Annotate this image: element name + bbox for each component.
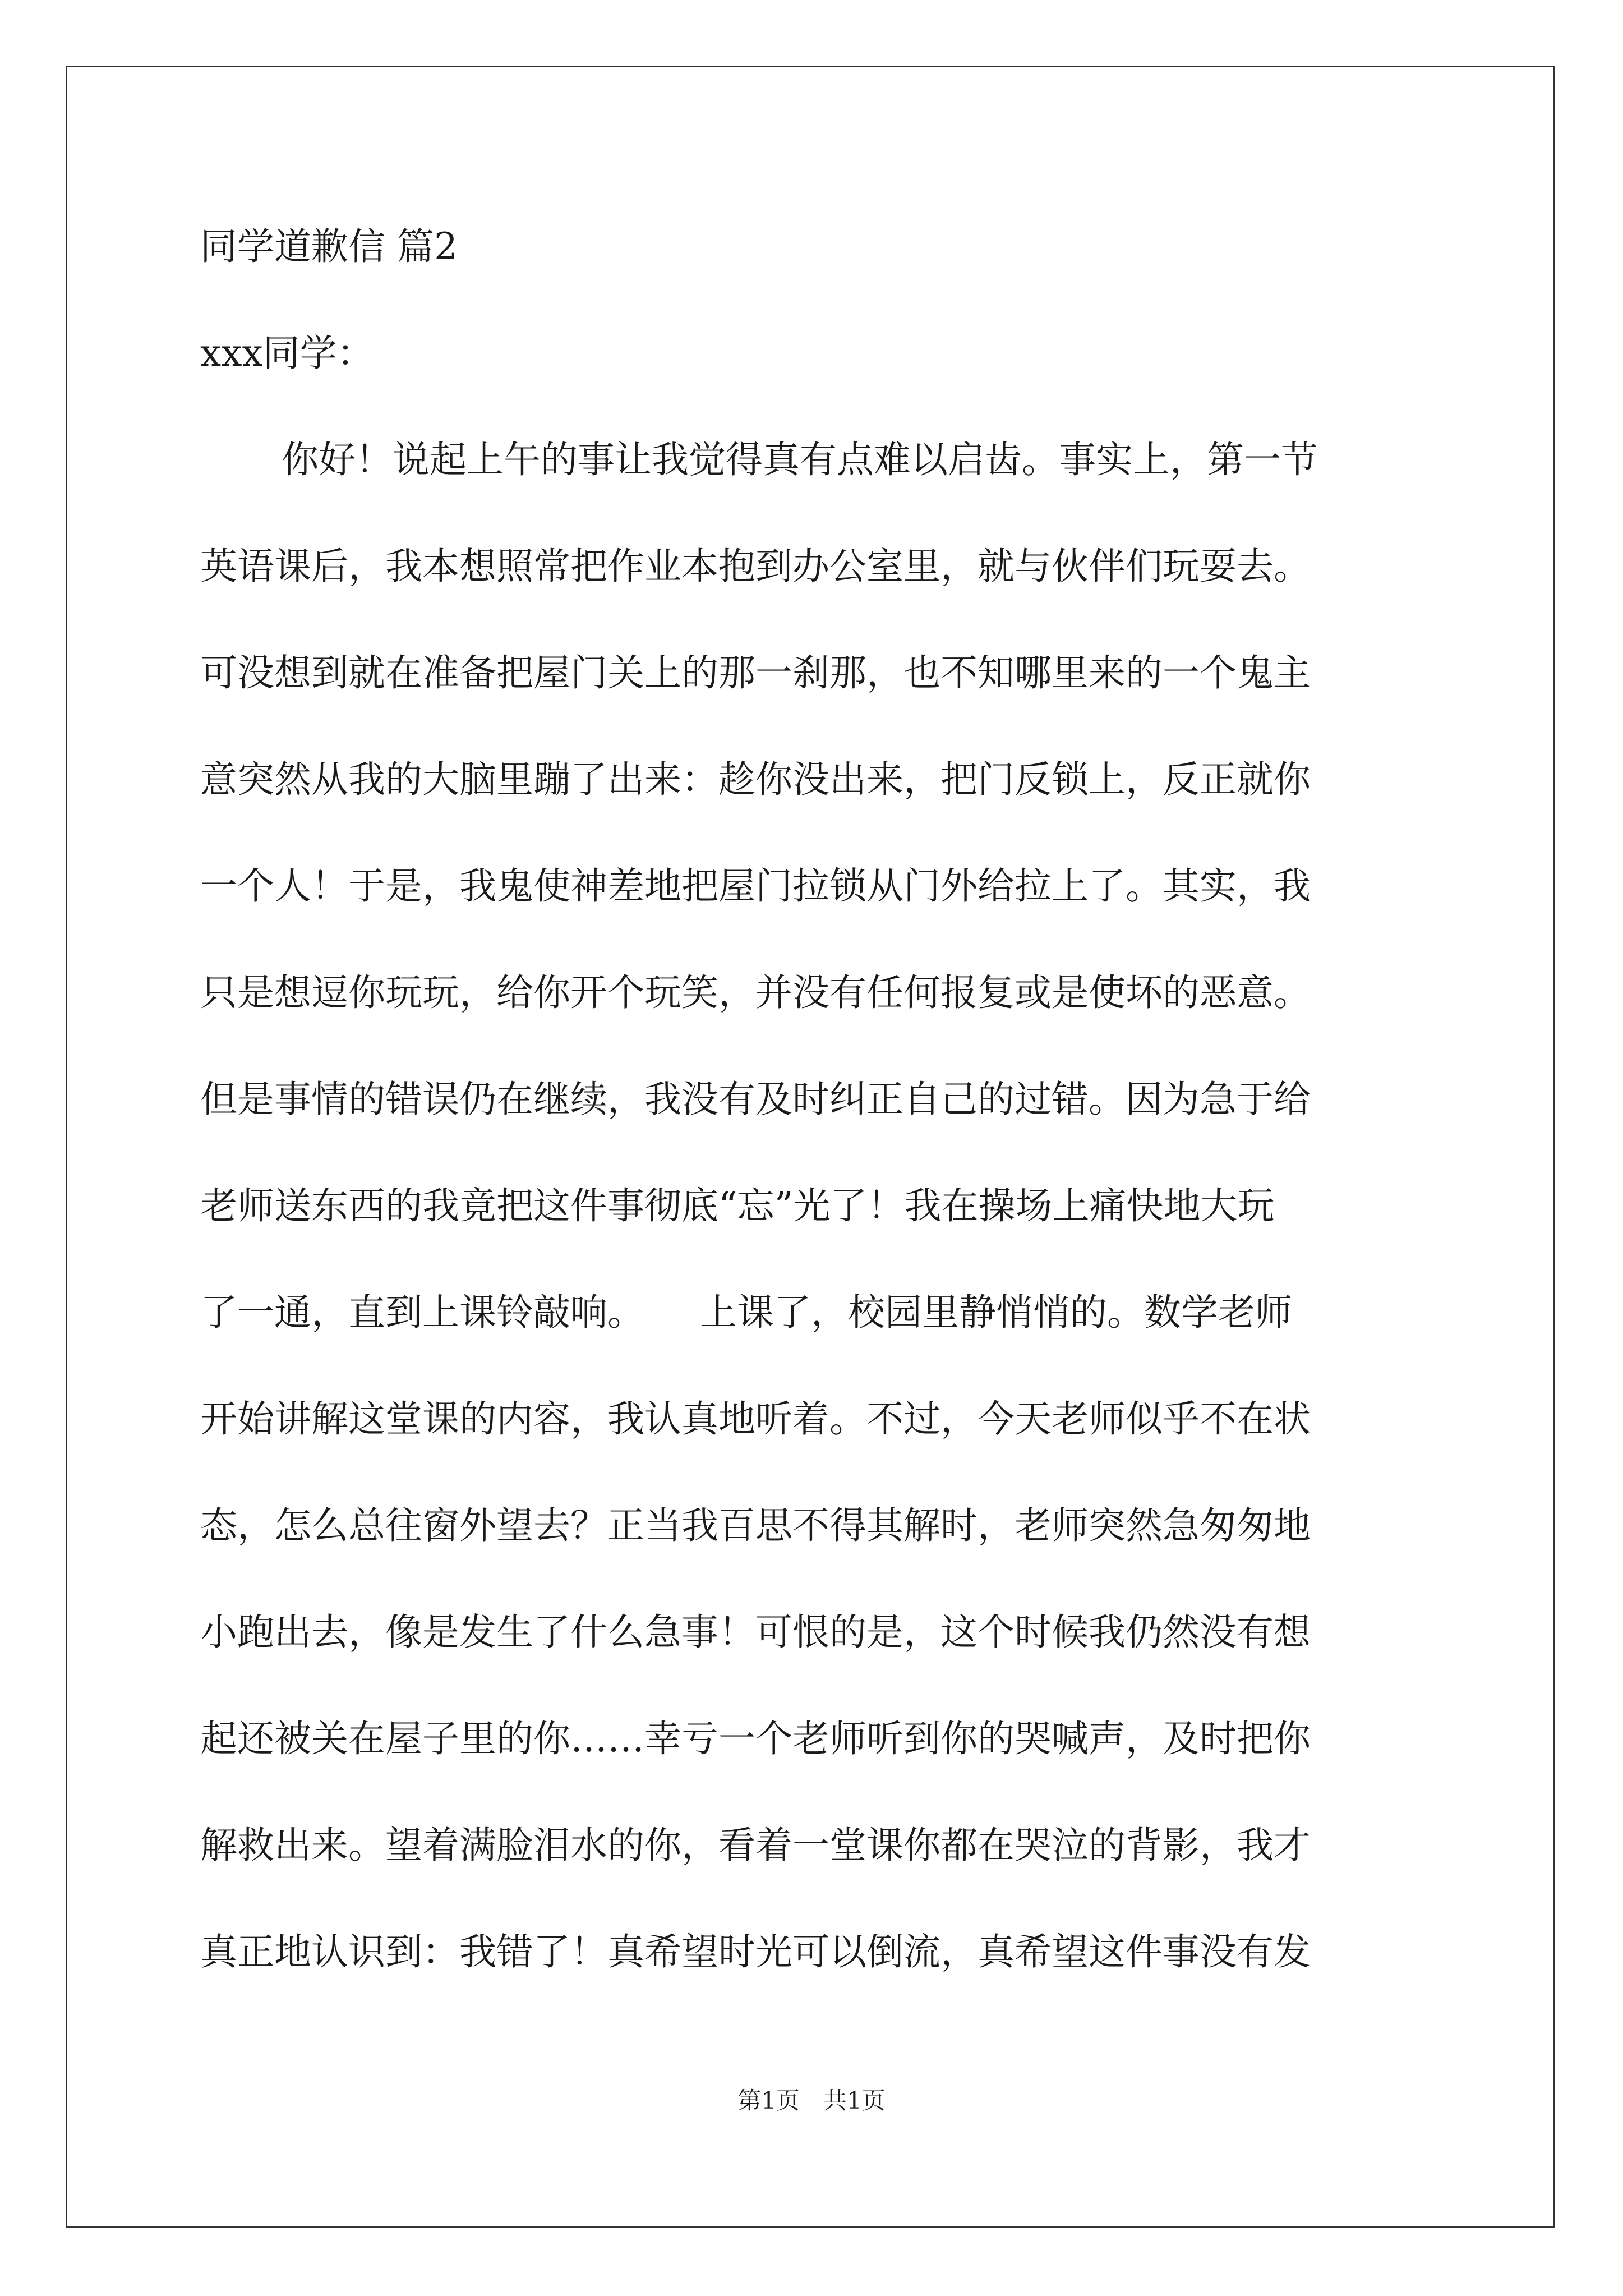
paragraph-line: 英语课后，我本想照常把作业本抱到办公室里，就与伙伴们玩耍去。 xyxy=(200,545,1311,588)
page-border xyxy=(66,66,1555,2228)
paragraph-line: 了一通，直到上课铃敲响。 上课了，校园里静悄悄的。数学老师 xyxy=(200,1291,1292,1334)
paragraph-line: 开始讲解这堂课的内容，我认真地听着。不过，今天老师似乎不在状 xyxy=(200,1397,1311,1441)
page-number: 第1页 共1页 xyxy=(737,2087,886,2114)
paragraph-line: 态，怎么总往窗外望去？正当我百思不得其解时，老师突然急匆匆地 xyxy=(200,1504,1311,1547)
paragraph-line: 可没想到就在准备把屋门关上的那一刹那，也不知哪里来的一个鬼主 xyxy=(200,651,1311,694)
paragraph-line: 小跑出去，像是发生了什么急事！可恨的是，这个时候我仍然没有想 xyxy=(200,1611,1311,1654)
paragraph-line: 老师送东西的我竟把这件事彻底“忘”光了！我在操场上痛快地大玩 xyxy=(200,1184,1275,1227)
paragraph-line: 你好！说起上午的事让我觉得真有点难以启齿。事实上，第一节 xyxy=(282,438,1318,481)
paragraph-line: 解救出来。望着满脸泪水的你，看着一堂课你都在哭泣的背影，我才 xyxy=(200,1824,1311,1867)
paragraph-line: 但是事情的错误仍在继续，我没有及时纠正自己的过错。因为急于给 xyxy=(200,1078,1311,1121)
paragraph-line: 起还被关在屋子里的你……幸亏一个老师听到你的哭喊声，及时把你 xyxy=(200,1717,1311,1760)
paragraph-line: 只是想逗你玩玩，给你开个玩笑，并没有任何报复或是使坏的恶意。 xyxy=(200,971,1311,1014)
paragraph-line: 意突然从我的大脑里蹦了出来：趁你没出来，把门反锁上，反正就你 xyxy=(200,758,1311,801)
salutation: xxx同学： xyxy=(200,332,374,375)
paragraph-line: 真正地认识到：我错了！真希望时光可以倒流，真希望这件事没有发 xyxy=(200,1930,1311,1973)
document-heading: 同学道歉信 篇2 xyxy=(200,225,458,268)
paragraph-line: 一个人！于是，我鬼使神差地把屋门拉锁从门外给拉上了。其实，我 xyxy=(200,864,1311,908)
